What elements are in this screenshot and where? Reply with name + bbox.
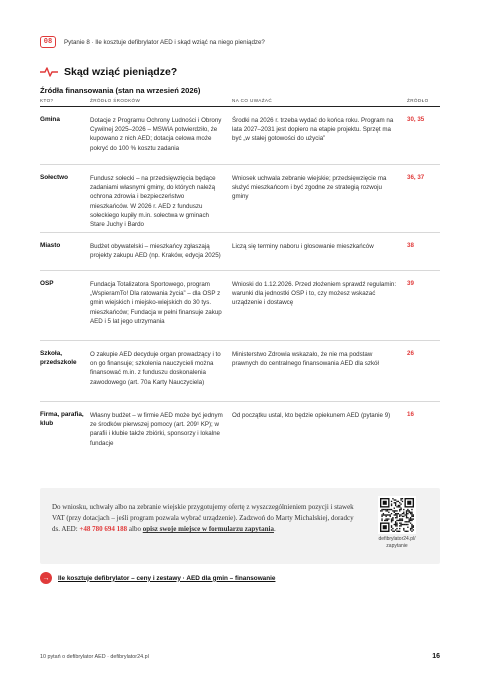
row-source: Fundacja Totalizatora Sportowego, program „WspieramTo! Dla ratowania życia” – dla OSP z gmin wiejskich i miejsko-wiejskich do 30 tys. mieszkańców; Fundacja w pełni finansuje zakup AED i 5 lat jego utrzymania <box>90 281 222 325</box>
row-ref: 36, 37 <box>407 174 425 181</box>
row-who: Sołectwo <box>40 174 69 181</box>
header-ref: ŹRÓDŁO <box>407 98 429 103</box>
contact-callout <box>40 488 440 564</box>
table-row <box>40 233 440 271</box>
page-number: 16 <box>432 653 440 660</box>
section-title <box>40 66 177 78</box>
heartbeat-icon <box>40 67 58 77</box>
row-note: Od początku ustal, kto będzie opiekunem AED (pytanie 9) <box>232 412 391 419</box>
qr-caption-line: zapytanie <box>386 542 408 549</box>
row-who: Gmina <box>40 116 60 123</box>
callout-text-part: Do wniosku, uchwały albo na zebranie wiejskie przygotujemy ofertę z wyszczególnieniem pozycji i stawek VAT (przy dotacjach – jeśli program pozwala wybrać urządzenie). Zadzwoń do Marty Michalskiej, doradcy ds. AED: <box>52 503 354 534</box>
row-source: Budżet obywatelski – mieszkańcy zgłaszają projekty zakupu AED (np. Kraków, edycja 2025) <box>90 243 221 260</box>
row-ref: 16 <box>407 411 414 418</box>
page-header <box>40 36 440 48</box>
callout-text <box>52 502 362 535</box>
row-note: Wniosek uchwala zebranie wiejskie; przedsięwzięcie ma służyć mieszkańcom i być zgodne ze strategią rozwoju gminy <box>232 175 387 201</box>
qr-caption-line: defibrylator24.pl/ <box>378 536 416 542</box>
row-note: Liczą się terminy naboru i głosowanie mieszkańców <box>232 243 374 250</box>
funding-table <box>40 98 440 456</box>
row-source: Dotacje z Programu Ochrony Ludności i Obrony Cywilnej 2025–2026 – MSWiA potwierdziło, że kupowano z nich AED; dotacja celowa może pokryć do 100 % kosztu zadania <box>90 117 222 152</box>
section-heading: Skąd wziąć pieniądze? <box>64 66 178 78</box>
row-who: Firma, parafia, klub <box>40 411 84 427</box>
phone-number[interactable]: +48 780 694 188 <box>79 525 128 534</box>
qr-caption <box>366 536 428 550</box>
table-row <box>40 402 440 456</box>
question-number-badge: 08 <box>40 36 56 48</box>
row-who: OSP <box>40 280 54 287</box>
callout-text-part: albo <box>127 525 143 534</box>
row-who: Szkoła, przedszkole <box>40 350 77 366</box>
row-who: Miasto <box>40 242 61 249</box>
table-row <box>40 271 440 341</box>
header-question-text: Pytanie 8 · Ile kosztuje defibrylator AED i skąd wziąć na niego pieniądze? <box>64 38 265 46</box>
header-who: KTO? <box>40 98 54 103</box>
table-row <box>40 341 440 402</box>
arrow-right-icon: → <box>40 572 52 584</box>
header-source: ŹRÓDŁO ŚRODKÓW <box>90 98 141 103</box>
row-ref: 30, 35 <box>407 116 425 123</box>
row-source: Fundusz sołecki – na przedsięwzięcia będące zadaniami własnymi gminy, do których należą ochrona zdrowia i bezpieczeństwo mieszkańców. W 2026 r. AED z funduszu sołeckiego kupiły m.in. sołectwa w gminach Stare Juchy i Bardo <box>90 175 216 228</box>
row-source: Własny budżet – w firmie AED może być jednym ze środków pierwszej pomocy (art. 209¹ KP); w parafii i klubie także zbiórki, sponsorzy i lokalne fundacje <box>90 412 223 447</box>
callout-text-part: . <box>273 525 276 534</box>
inquiry-form-link[interactable]: opisz swoje miejsce w formularzu zapytania <box>142 525 274 534</box>
row-note: Środki na 2026 r. trzeba wydać do końca roku. Program na lata 2027–2031 jest dopiero na etapie projektu. Sprzęt ma być „w stałej gotowości do użycia” <box>232 117 394 143</box>
related-links-label[interactable]: Ile kosztuje defibrylator – ceny i zestawy · AED dla gmin – finansowanie <box>58 574 276 582</box>
row-note: Wnioski do 1.12.2026. Przed złożeniem sprawdź regulamin: warunki dla jednostki OSP i to, czy możesz wskazać urządzenie i dostawcę <box>232 281 397 307</box>
row-ref: 26 <box>407 350 414 357</box>
row-ref: 39 <box>407 280 414 287</box>
table-header <box>40 98 440 107</box>
footer-text: 10 pytań o defibrylator AED · defibrylator24.pl <box>40 653 149 660</box>
row-source: O zakupie AED decyduje organ prowadzący i to on go finansuje; szkolenia nauczycieli można finansować m.in. z funduszu doskonalenia zawodowego (art. 70a Karty Nauczyciela) <box>90 351 221 386</box>
header-note: NA CO UWAŻAĆ <box>232 98 273 103</box>
qr-code-icon[interactable] <box>378 496 416 534</box>
row-note: Ministerstwo Zdrowia wskazało, że nie ma podstaw prawnych do centralnego finansowania AED dla szkół <box>232 351 379 368</box>
table-row <box>40 107 440 165</box>
page-footer <box>40 653 440 660</box>
row-ref: 38 <box>407 242 414 249</box>
related-links[interactable] <box>40 572 275 584</box>
table-row <box>40 165 440 233</box>
table-subtitle: Źródła finansowania (stan na wrzesień 2026) <box>40 86 201 95</box>
